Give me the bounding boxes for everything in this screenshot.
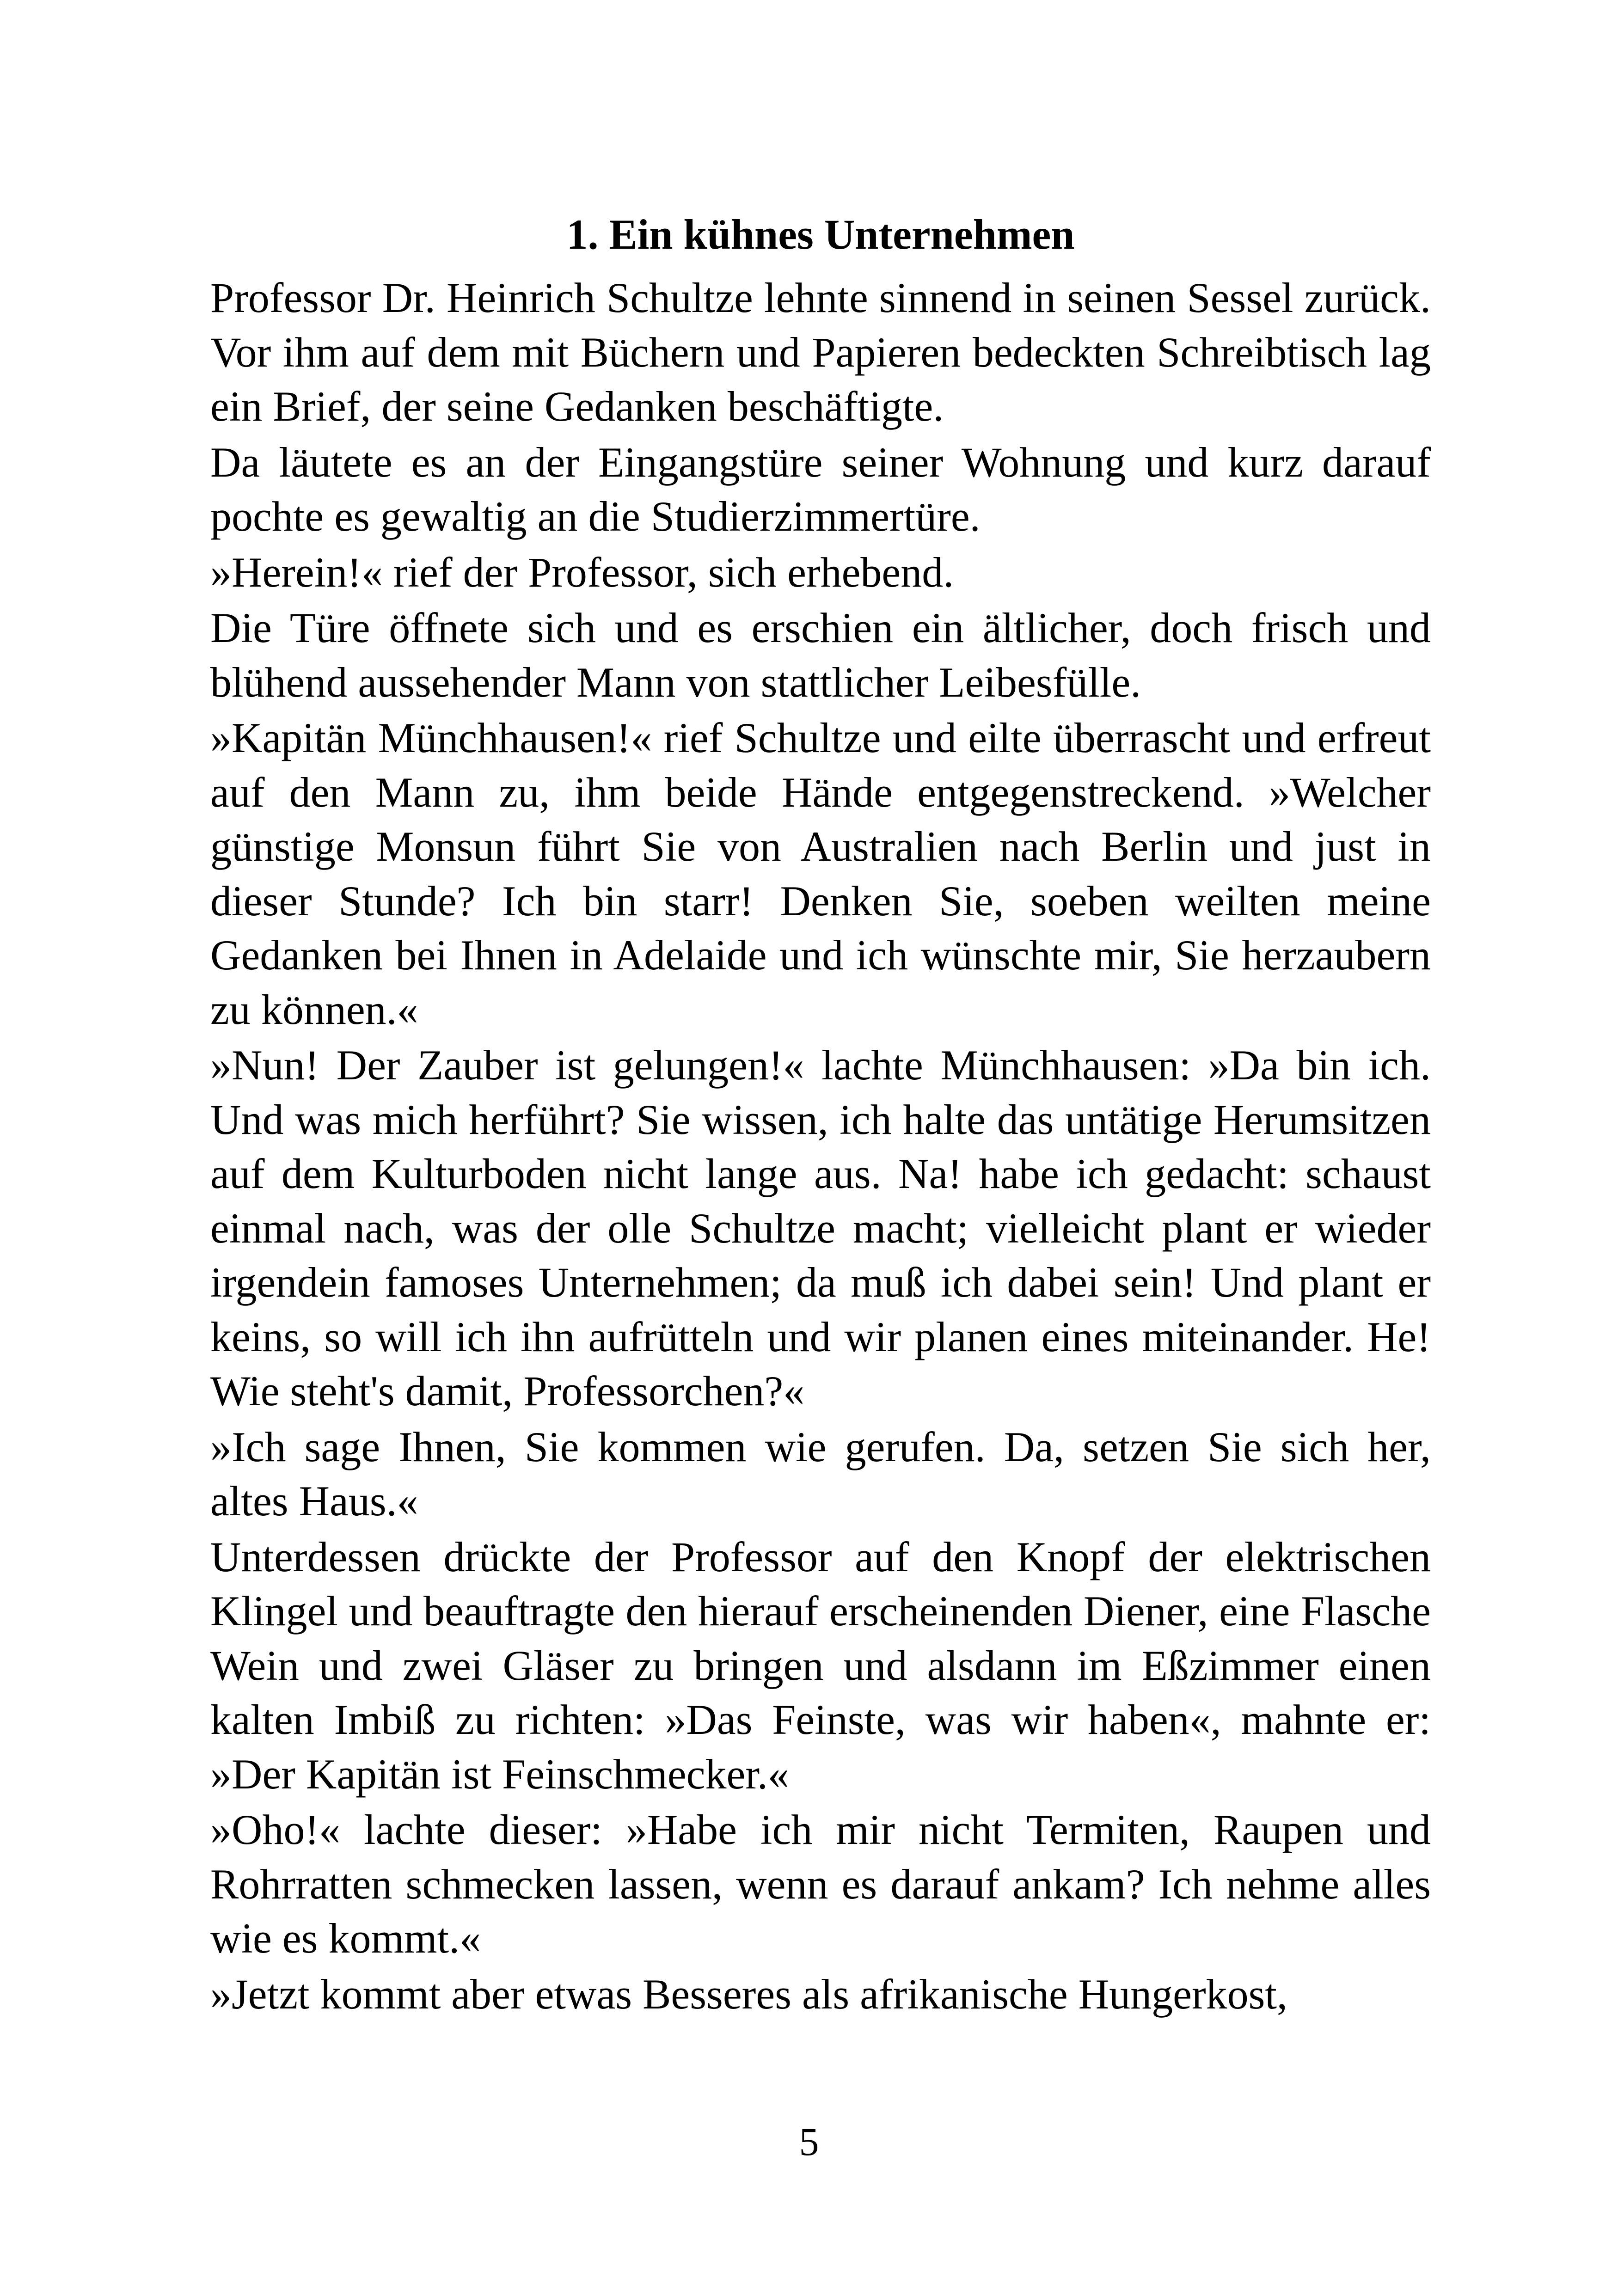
paragraph-9: »Oho!« lachte dieser: »Habe ich mir nicht Termiten, Raupen und Rohrratten schmecken lassen, wenn es darauf ankam? Ich nehme alles wie es kommt.«: [210, 1806, 1431, 1962]
paragraph-6: »Nun! Der Zauber ist gelungen!« lachte Münchhausen: »Da bin ich. Und was mich herführt? Sie wissen, ich halte das untätige Herumsitzen auf dem Kulturboden nicht lange aus. Na! habe ich gedacht: schaust einmal nach, was der olle Schultze macht; vielleicht plant er wieder irgendein famoses Unternehmen; da muß ich dabei sein! Und plant er keins, so will ich ihn aufrütteln und wir planen eines miteinander. He! Wie steht's damit, Professorchen?«: [210, 1041, 1431, 1414]
paragraph-8: Unterdessen drückte der Professor auf den Knopf der elektrischen Klingel und beauftragte den hierauf erscheinenden Diener, eine Flasche Wein und zwei Gläser zu bringen und alsdann im Eßzimmer einen kalten Imbiß zu richten: »Das Feinste, was wir haben«, mahnte er: »Der Kapitän ist Feinschmecker.«: [210, 1533, 1431, 1798]
paragraph-1: Professor Dr. Heinrich Schultze lehnte sinnend in seinen Sessel zurück. Vor ihm auf dem mit Büchern und Papieren bedeckten Schreibtisch lag ein Brief, der seine Gedanken beschäftigte.: [210, 274, 1431, 430]
paragraph-5: »Kapitän Münchhausen!« rief Schultze und eilte überrascht und erfreut auf den Mann zu, ihm beide Hände entgegenstreckend. »Welcher günstige Monsun führt Sie von Australien nach Berlin und just in dieser Stunde? Ich bin starr! Denken Sie, soeben weilten meine Gedanken bei Ihnen in Adelaide und ich wünschte mir, Sie herzaubern zu können.«: [210, 714, 1431, 1033]
body-text: [210, 271, 1431, 2021]
chapter-title: 1. Ein kühnes Unternehmen: [566, 211, 1075, 258]
paragraph-7: »Ich sage Ihnen, Sie kommen wie gerufen. Da, setzen Sie sich her, altes Haus.«: [210, 1423, 1431, 1525]
paragraph-2: Da läutete es an der Eingangstüre seiner Wohnung und kurz darauf pochte es gewaltig an die Studierzimmertüre.: [210, 438, 1431, 540]
paragraph-3: »Herein!« rief der Professor, sich erhebend.: [210, 548, 954, 596]
paragraph-10-continued: »Jetzt kommt aber etwas Besseres als afrikanische Hungerkost,: [210, 1970, 1287, 2018]
paragraph-4: Die Türe öffnete sich und es erschien ein ältlicher, doch frisch und blühend aussehender Mann von stattlicher Leibesfülle.: [210, 604, 1431, 706]
page-number: 5: [799, 2119, 819, 2164]
